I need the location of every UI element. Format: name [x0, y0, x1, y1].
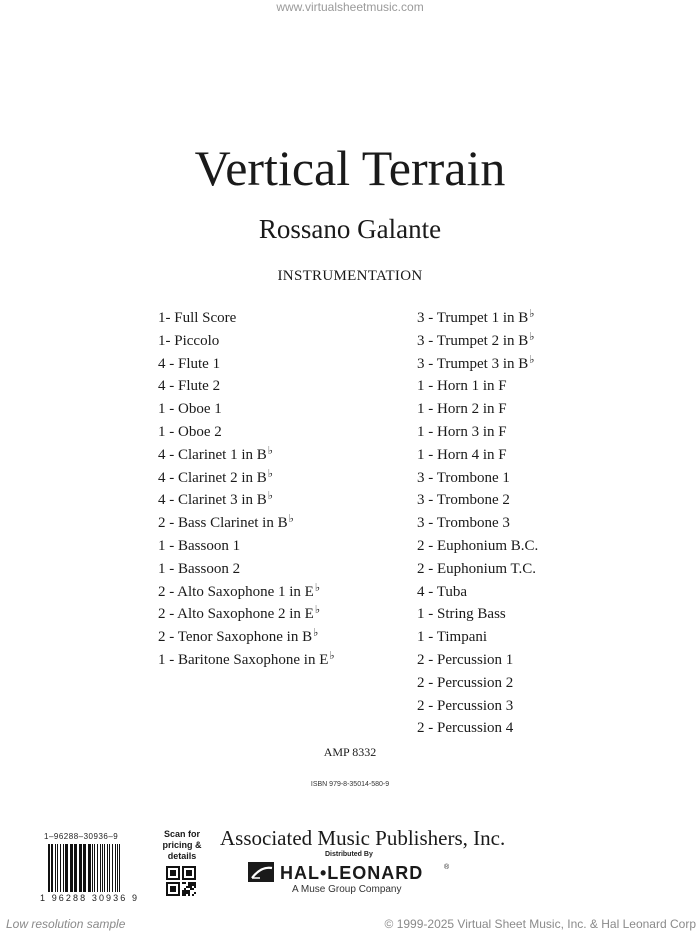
publisher-name: Associated Music Publishers, Inc.: [220, 826, 506, 850]
instrument-label: 3 - Trombone 3: [417, 515, 510, 532]
flat-symbol: ♭: [314, 604, 321, 617]
barcode-image: [48, 844, 152, 892]
instrument-item: [417, 398, 538, 421]
instrument-item: [158, 558, 335, 581]
instrument-item: [417, 672, 538, 695]
instrument-item: [417, 581, 538, 604]
instrument-item: [158, 398, 335, 421]
instrument-label: 1 - Oboe 1: [158, 401, 222, 418]
instrument-label: 2 - Bass Clarinet in B: [158, 515, 288, 532]
site-watermark: www.virtualsheetmusic.com: [276, 0, 424, 14]
instrument-item: [158, 649, 335, 672]
instrument-item: [158, 603, 335, 626]
instrument-item: [417, 626, 538, 649]
instrument-item: [158, 512, 335, 535]
instrument-item: [158, 535, 335, 558]
qr-code-icon[interactable]: [166, 866, 196, 896]
instrument-label: 4 - Clarinet 2 in B: [158, 469, 267, 486]
instrument-item: [417, 467, 538, 490]
instrument-item: [417, 444, 538, 467]
instrument-item: [158, 353, 335, 376]
instrument-label: 1 - Bassoon 1: [158, 537, 241, 554]
instrument-item: [158, 444, 335, 467]
instrument-label: 2 - Tenor Saxophone in B: [158, 629, 313, 646]
instrumentation-heading: INSTRUMENTATION: [277, 268, 423, 284]
instrument-item: [158, 307, 335, 330]
instrument-label: 1- Full Score: [158, 310, 237, 326]
instrument-label: 2 - Percussion 2: [417, 674, 514, 691]
instrument-label: 4 - Clarinet 1 in B: [158, 446, 267, 463]
instrument-item: [417, 375, 538, 398]
composer-name: Rossano Galante: [258, 214, 442, 244]
scan-prompt: Scan for pricing & details: [162, 829, 202, 861]
svg-text:HAL•LEONARD: HAL•LEONARD: [280, 863, 424, 883]
distributor-tagline: A Muse Group Company: [292, 884, 402, 895]
distributed-by-label: Distributed By: [325, 851, 373, 858]
instrument-list-left: [158, 307, 335, 672]
instrument-list-right: [417, 307, 538, 740]
instrument-item: [417, 649, 538, 672]
instrument-label: 3 - Trumpet 3 in B: [417, 355, 529, 372]
flat-symbol: ♭: [314, 581, 321, 594]
instrument-item: [158, 467, 335, 490]
hal-leonard-logo: [248, 860, 458, 884]
instrument-item: [158, 375, 335, 398]
instrument-label: 4 - Tuba: [417, 583, 468, 600]
instrument-label: 1 - Timpani: [417, 629, 488, 646]
flat-symbol: ♭: [267, 490, 273, 503]
instrument-item: [417, 535, 538, 558]
instrument-item: [417, 558, 538, 581]
instrument-label: 3 - Trumpet 2 in B: [417, 332, 529, 349]
instrument-item: [417, 489, 538, 512]
instrument-label: 2 - Percussion 4: [417, 720, 514, 737]
instrument-item: [158, 421, 335, 444]
flat-symbol: ♭: [529, 353, 535, 366]
catalog-number: AMP 8332: [323, 745, 377, 759]
instrument-label: 1 - Horn 3 in F: [417, 423, 507, 440]
instrument-label: 1 - Baritone Saxophone in E: [158, 651, 329, 668]
flat-symbol: ♭: [288, 513, 294, 526]
instrument-label: 1 - Horn 2 in F: [417, 401, 507, 418]
instrument-label: 2 - Alto Saxophone 1 in E: [158, 583, 314, 600]
instrument-label: 2 - Percussion 1: [417, 651, 514, 668]
instrument-label: 2 - Euphonium B.C.: [417, 537, 539, 554]
instrument-item: [158, 330, 335, 353]
instrument-item: [417, 603, 538, 626]
instrument-label: 1- Piccolo: [158, 332, 220, 349]
instrument-item: [417, 717, 538, 740]
instrument-item: [158, 489, 335, 512]
instrument-item: [417, 695, 538, 718]
flat-symbol: ♭: [267, 467, 273, 480]
instrument-label: 1 - String Bass: [417, 606, 506, 623]
barcode-top-text: 1–96288–30936–9: [44, 832, 119, 841]
instrument-label: 3 - Trombone 2: [417, 492, 510, 509]
instrument-item: [417, 421, 538, 444]
flat-symbol: ♭: [267, 444, 273, 457]
instrument-label: 1 - Horn 1 in F: [417, 378, 507, 395]
instrument-item: [417, 512, 538, 535]
flat-symbol: ♭: [529, 308, 535, 320]
instrument-label: 2 - Alto Saxophone 2 in E: [158, 606, 314, 623]
instrument-label: 2 - Percussion 3: [417, 697, 514, 714]
barcode-bottom-text: 1 96288 30936 9: [40, 893, 140, 903]
footer-copyright: © 1999-2025 Virtual Sheet Music, Inc. & Hal Leonard Corp: [384, 917, 696, 931]
isbn-number: ISBN 979-8-35014-580-9: [310, 781, 390, 788]
instrument-label: 3 - Trombone 1: [417, 469, 510, 486]
instrument-label: 4 - Clarinet 3 in B: [158, 492, 267, 509]
instrument-label: 1 - Oboe 2: [158, 423, 222, 440]
flat-symbol: ♭: [529, 330, 535, 343]
instrument-item: [417, 307, 538, 330]
instrument-label: 3 - Trumpet 1 in B: [417, 310, 529, 326]
svg-text:®: ®: [444, 864, 450, 871]
instrument-label: 4 - Flute 1: [158, 355, 221, 372]
flat-symbol: ♭: [313, 627, 319, 640]
instrument-label: 4 - Flute 2: [158, 378, 221, 395]
barcode-block: [36, 832, 158, 902]
instrument-label: 2 - Euphonium T.C.: [417, 560, 537, 577]
instrument-item: [158, 581, 335, 604]
instrument-item: [417, 353, 538, 376]
piece-title: Vertical Terrain: [194, 140, 506, 196]
instrument-item: [417, 330, 538, 353]
footer-sample-note: Low resolution sample: [6, 917, 126, 931]
instrument-item: [158, 626, 335, 649]
instrument-label: 1 - Horn 4 in F: [417, 446, 507, 463]
flat-symbol: ♭: [329, 649, 335, 662]
instrument-label: 1 - Bassoon 2: [158, 560, 241, 577]
